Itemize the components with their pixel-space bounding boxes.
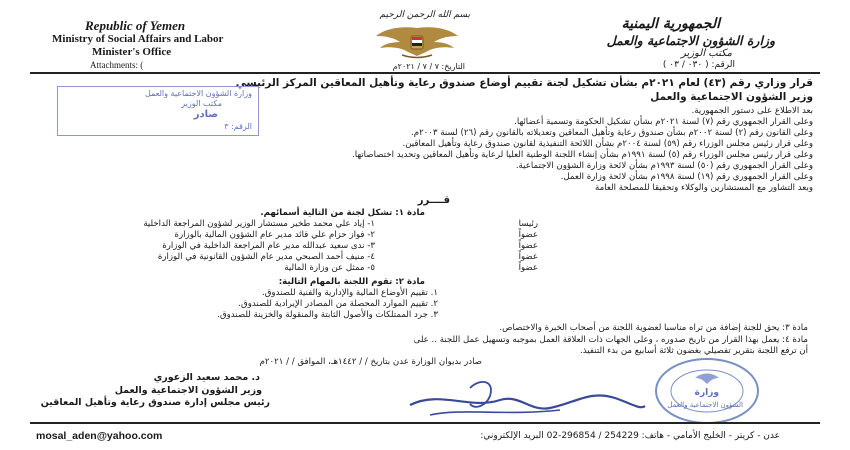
handwritten-signature — [400, 370, 650, 425]
ministry-seal — [655, 358, 759, 424]
preamble-line: بعد الاطلاع على دستور الجمهورية. — [691, 106, 813, 116]
member-name: ٣- ندى سعيد عبدالله مدير عام المراجعة الداخلية في الوزارة — [162, 241, 375, 251]
member-name: ٥- ممثل عن وزارة المالية — [284, 263, 375, 273]
minister-heading: وزير الشؤون الاجتماعية والعمل — [650, 91, 813, 103]
decree-title: قرار وزاري رقم (٤٣) لعام ٢٠٢١م بشأن تشكيل لجنة تقييم أوضاع صندوق رعاية وتأهيل المعاقين المركز الرئيسي — [235, 77, 813, 89]
yemen-eagle-emblem — [372, 22, 462, 60]
header-date: التاريخ: ٧ / ٧ / ٢٠٢١م — [392, 62, 465, 71]
signatory-title: وزير الشؤون الاجتماعية والعمل — [114, 385, 262, 396]
header-divider — [30, 72, 820, 74]
article-1: مادة ١: تشكل لجنة من التالية أسمائهم. — [260, 208, 425, 218]
seal-text: وزارة — [694, 388, 719, 398]
stamp-text: مكتب الوزير — [181, 99, 222, 108]
article-4: مادة ٤: يعمل بهذا القرار من تاريخ صدوره ، وعلى الجهات ذات العلاقة العمل بموجبه وتسهيل عمل اللجنة .. على — [413, 335, 808, 345]
issued-line: صادر بديوان الوزارة عدن بتاريخ / / ١٤٤٢هـ، الموافق / / ٢٠٢١م — [259, 357, 482, 367]
task-item: ٣. جرد الممتلكات والأصول الثابتة والمنقولة والخزينة للصندوق. — [217, 310, 438, 320]
header-en-ministry: Ministry of Social Affairs and Labor — [52, 33, 224, 45]
article-2: مادة ٢: تقوم اللجنة بالمهام التالية: — [278, 277, 425, 287]
preamble-line: وعلى القرار الجمهوري رقم (٥٠) لسنة ١٩٩٣م بشأن لائحة وزارة الشؤون الاجتماعية. — [515, 161, 813, 171]
preamble-line: وعلى القرار الجمهوري رقم (١٩) لسنة ١٩٩٨م بشأن لائحة وزارة العمل. — [560, 172, 813, 182]
footer-email: mosal_aden@yahoo.com — [36, 430, 163, 442]
preamble-line: وعلى القرار الجمهوري رقم (٧) لسنة ٢٠٢١م بشأن تشكيل الحكومة وتسمية أعضائها. — [514, 117, 813, 127]
basmala: بسم الله الرحمن الرحيم — [379, 10, 470, 20]
preamble-line: وعلى قرار رئيس مجلس الوزراء رقم (٥) لسنة ١٩٩١م بشأن إنشاء اللجنة الوطنية العليا لرعاية وتأهيل المعاقين وتحديد اختصاصاتها. — [351, 150, 813, 160]
stamp-text: وزارة الشؤون الاجتماعية والعمل — [144, 89, 252, 98]
seal-text: الشؤون الاجتماعية والعمل — [667, 401, 743, 409]
member-role: عضواً — [518, 252, 538, 262]
header-en-attachments: Attachments: ( — [90, 60, 144, 70]
task-item: ١. تقييم الأوضاع المالية والإدارية والفنية للصندوق. — [262, 288, 438, 298]
stamp-text: صادر — [193, 109, 218, 120]
signatory-title-board: رئيس مجلس إدارة صندوق رعاية وتأهيل المعاقين — [40, 397, 270, 408]
header-en-office: Minister's Office — [92, 46, 172, 58]
stamp-text: الرقم: ٣ — [224, 122, 252, 131]
header-ar-office: مكتب الوزير — [680, 48, 732, 59]
footer-address: عدن - كريتر - الخليج الأمامي - هاتف: 254229 / 296854-02 البريد الإلكتروني: — [480, 431, 780, 441]
member-name: ٤- منيف أحمد الصبحي مدير عام الشؤون القانونية في الوزارة — [157, 252, 375, 262]
header-ar-republic: الجمهورية اليمنية — [621, 16, 720, 32]
header-ar-ref: الرقم: ( ٠٣٠ / ٠٣ ) — [662, 60, 735, 70]
member-name: ٢- فواز حزام علي قائد مدير عام الشؤون المالية بالوزارة — [174, 230, 375, 240]
article-4-continued: أن ترفع اللجنة بتقرير تفصيلي بغضون ثلاثة أسابيع من بدء التنفيذ. — [580, 346, 808, 356]
preamble-line: وبعد التشاور مع المستشارين والوكلاء وتحقيقا للمصلحة العامة — [595, 183, 813, 193]
preamble-line: وعلى القانون رقم (٢) لسنة ٢٠٠٢م بشأن صندوق رعاية وتأهيل المعاقين وتعديلاته بالقانون رقم (٢٦) لسنة ٢٠٠٣م. — [411, 128, 813, 138]
header-en-republic: Republic of Yemen — [85, 18, 186, 33]
member-role: عضواً — [518, 230, 538, 240]
signatory-name: د. محمد سعيد الزعوري — [153, 372, 260, 383]
header-ar-ministry: وزارة الشؤون الاجتماعية والعمل — [606, 33, 775, 48]
footer-divider — [30, 422, 820, 424]
preamble-line: وعلى قرار رئيس مجلس الوزراء رقم (٥٩) لسنة ٢٠٠٤م بشأن اللائحة التنفيذية لقانون صندوق رعاية وتأهيل المعاقين. — [402, 139, 813, 149]
member-role: عضواً — [518, 241, 538, 251]
member-role: رئيسا — [518, 219, 538, 229]
task-item: ٢. تقييم الموارد المحصلة من المصادر الإيرادية للصندوق. — [238, 299, 438, 309]
decides-heading: قــــرر — [417, 195, 450, 206]
member-name: ١- إياد علي محمد طخير مستشار الوزير لشؤون المراجعة الداخلية — [143, 219, 375, 229]
outgoing-stamp — [57, 86, 259, 136]
article-3: مادة ٣: يحق للجنة إضافة من تراه مناسبا لعضوية اللجنة من أصحاب الخبرة والاختصاص. — [499, 323, 808, 333]
member-role: عضواً — [518, 263, 538, 273]
